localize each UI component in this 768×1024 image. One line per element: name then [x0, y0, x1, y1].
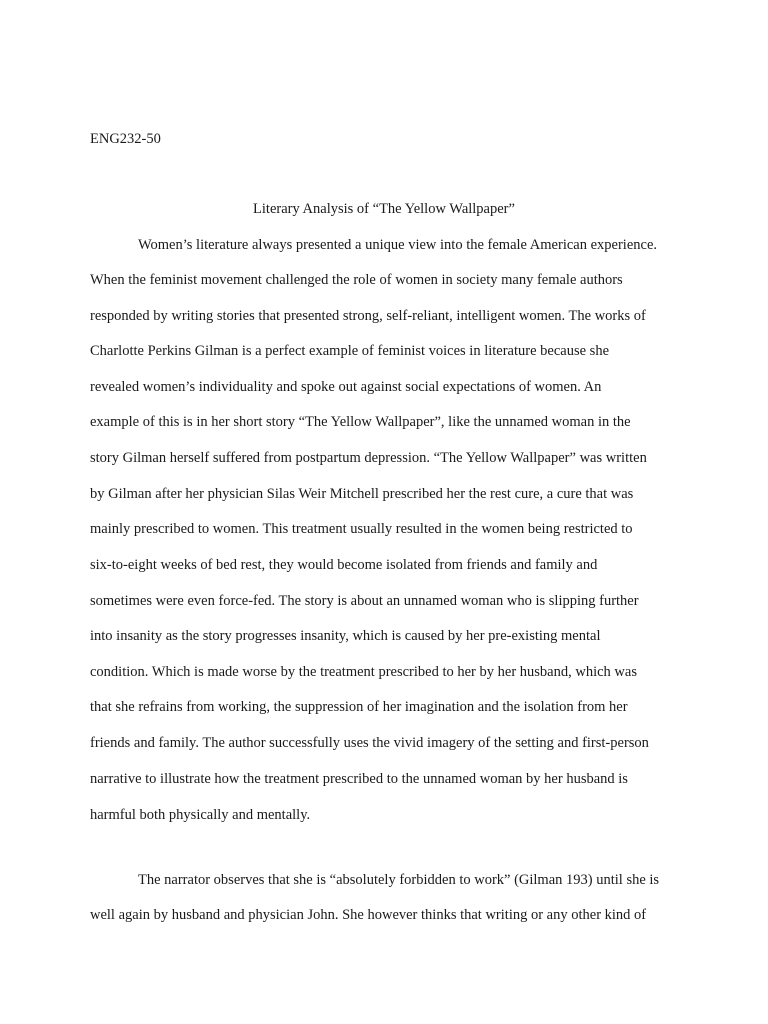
- paragraph1-line: responded by writing stories that presented strong, self-reliant, intelligent women. The works of: [90, 308, 646, 324]
- paragraph1-line: revealed women’s individuality and spoke out against social expectations of women. An: [90, 379, 602, 395]
- course-code: ENG232-50: [90, 131, 161, 147]
- paragraph1-line: condition. Which is made worse by the treatment prescribed to her by her husband, which was: [90, 664, 637, 680]
- paragraph1-line: six-to-eight weeks of bed rest, they would become isolated from friends and family and: [90, 557, 598, 573]
- paragraph1-line: mainly prescribed to women. This treatment usually resulted in the women being restricted to: [90, 521, 633, 537]
- paragraph1-line: Charlotte Perkins Gilman is a perfect example of feminist voices in literature because she: [90, 343, 610, 359]
- paragraph2-line: well again by husband and physician John. She however thinks that writing or any other kind of: [90, 907, 647, 923]
- paragraph1-line: sometimes were even force-fed. The story is about an unnamed woman who is slipping further: [90, 593, 639, 609]
- essay-title: [0, 200, 768, 218]
- paragraph1-line: narrative to illustrate how the treatment prescribed to the unnamed woman by her husband is: [90, 771, 628, 787]
- paragraph1-line: friends and family. The author successfully uses the vivid imagery of the setting and first-person: [90, 735, 649, 751]
- paragraph1-line: When the feminist movement challenged the role of women in society many female authors: [90, 272, 623, 288]
- paragraph1-line: by Gilman after her physician Silas Weir Mitchell prescribed her the rest cure, a cure that was: [90, 486, 634, 502]
- paragraph1-line: Women’s literature always presented a unique view into the female American experience.: [138, 237, 658, 253]
- paragraph1-line: into insanity as the story progresses insanity, which is caused by her pre-existing mental: [90, 628, 601, 644]
- paragraph1-line: harmful both physically and mentally.: [90, 807, 311, 823]
- paragraph1-line: that she refrains from working, the suppression of her imagination and the isolation from her: [90, 699, 628, 715]
- paragraph1-line: story Gilman herself suffered from postpartum depression. “The Yellow Wallpaper” was written: [90, 450, 647, 466]
- paragraph2-line: The narrator observes that she is “absolutely forbidden to work” (Gilman 193) until she is: [138, 872, 660, 888]
- paragraph1-line: example of this is in her short story “The Yellow Wallpaper”, like the unnamed woman in the: [90, 414, 631, 430]
- essay-title-text: Literary Analysis of “The Yellow Wallpaper”: [253, 201, 515, 217]
